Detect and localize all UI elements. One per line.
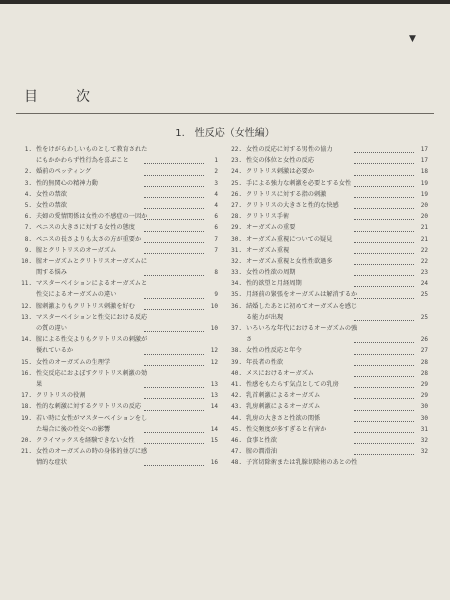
toc-entry-number: 40.	[231, 369, 242, 377]
toc-entry-title: 性をけがらわしいものとして教育された	[36, 146, 148, 153]
toc-entry	[228, 301, 428, 312]
toc-entry	[18, 289, 218, 300]
toc-entry-number: 45.	[231, 425, 242, 433]
toc-entry-title: マスターベイションによるオーガズムと	[36, 280, 148, 288]
dot-leader	[144, 175, 204, 176]
toc-entry	[228, 323, 428, 334]
toc-entry-page: 22	[420, 246, 428, 254]
toc-entry-page: 27	[420, 347, 428, 355]
dot-leader	[354, 152, 414, 153]
toc-entry-page: 13	[210, 380, 218, 388]
toc-entry-page: 29	[420, 380, 428, 388]
toc-entry	[18, 178, 218, 189]
toc-entry-number: 31.	[231, 246, 242, 254]
toc-entry-page: 20	[420, 201, 428, 209]
toc-entry	[18, 413, 218, 424]
toc-entry-number: 21.	[21, 448, 32, 456]
dot-leader	[354, 398, 414, 399]
toc-entry-title: オーガズム重視と女性性欲過多	[246, 257, 333, 265]
toc-entry	[18, 424, 218, 435]
toc-entry-page: 2	[214, 168, 218, 176]
toc-entry	[228, 211, 428, 222]
dot-leader	[354, 186, 414, 187]
toc-entry-page: 12	[210, 347, 218, 355]
toc-entry-number: 47.	[231, 448, 242, 456]
toc-entry-page: 21	[420, 224, 428, 232]
dot-leader	[144, 242, 204, 243]
dot-leader	[144, 163, 204, 164]
dot-leader	[144, 275, 204, 276]
toc-entry	[228, 289, 428, 300]
toc-entry-page: 12	[210, 358, 218, 366]
toc-entry-number: 12.	[21, 302, 32, 310]
toc-entry-page: 32	[420, 448, 428, 456]
toc-entry-number: 33.	[231, 269, 242, 277]
toc-entry-number: 15.	[21, 358, 32, 366]
toc-entry-title: 性的無関心の精神力動	[36, 179, 98, 187]
toc-entry-number: 34.	[231, 280, 242, 288]
dot-leader	[354, 175, 414, 176]
toc-entry-title: にもかかわらず性行為を喜ぶこと	[36, 157, 129, 165]
toc-entry-title: 月経前の緊張をオーガズムは解消するか	[246, 291, 358, 299]
toc-entry-page: 22	[420, 257, 428, 265]
toc-entry-title: オーガズムの重要	[246, 224, 296, 232]
toc-entry-title: 女性の性反応と年令	[246, 347, 302, 355]
toc-entry-page: 29	[420, 392, 428, 400]
toc-entry-page: 20	[420, 213, 428, 221]
toc-entry-title: いろいろな年代におけるオーガズムの強	[246, 325, 358, 332]
toc-entry-number: 43.	[231, 403, 242, 411]
toc-entry-page: 23	[420, 269, 428, 277]
toc-entry-title: 膣による性交よりもクリトリスの刺激が	[36, 336, 148, 344]
toc-entry-title: 性交反応におよぼすクリトリス刺激の効	[36, 369, 148, 377]
dot-leader	[354, 365, 414, 366]
toc-entry-title: 優れているか	[36, 347, 74, 355]
dot-leader	[354, 298, 414, 299]
toc-entry-number: 38.	[231, 347, 242, 355]
toc-entry-number: 37.	[231, 325, 242, 332]
toc-entry	[18, 301, 218, 312]
dot-leader	[354, 342, 414, 343]
toc-entry-number: 32.	[231, 257, 242, 265]
toc-entry-number: 9.	[24, 246, 32, 254]
dot-leader	[354, 275, 414, 276]
toc-entry	[18, 278, 218, 289]
toc-entry-number: 23.	[231, 157, 242, 165]
toc-entry-number: 46.	[231, 436, 242, 444]
toc-entry-number: 17.	[21, 392, 32, 400]
toc-entry-number: 7.	[24, 224, 32, 232]
toc-entry	[18, 457, 218, 468]
toc-entry-title: 乳首刺激によるオーガズム	[246, 392, 321, 400]
dot-leader	[144, 465, 204, 466]
toc-entry	[18, 155, 218, 166]
toc-entry-page: 13	[210, 392, 218, 400]
toc-entry	[228, 457, 428, 468]
toc-entry	[18, 357, 218, 368]
toc-entry-title: 夫婦の愛情関係は女性の不感症の一因か	[36, 213, 148, 221]
toc-entry-page: 16	[210, 459, 218, 467]
toc-entry-page: 14	[210, 425, 218, 433]
toc-entry	[18, 401, 218, 412]
toc-entry-title: 女性のオーガズムの生理学	[36, 358, 111, 366]
toc-entry-title: 膣オーガズムとクリトリスオーガズムに	[36, 257, 148, 265]
toc-entry	[228, 368, 428, 379]
toc-entry-title: 性的な刺激に対するクリトリスの反応	[36, 403, 142, 411]
dot-leader	[144, 398, 204, 399]
toc-entry	[18, 256, 218, 267]
toc-entry-title: 膣の潤滑油	[246, 448, 277, 456]
toc-entry	[228, 222, 428, 233]
toc-entry-number: 8.	[24, 235, 32, 243]
toc-entry-number: 42.	[231, 392, 242, 400]
toc-entry-page: 30	[420, 403, 428, 411]
toc-entry-title: 性感をもたらす気点としての乳房	[246, 380, 339, 388]
toc-entry-number: 28.	[231, 213, 242, 221]
toc-entry	[228, 178, 428, 189]
toc-right-column	[228, 144, 428, 468]
toc-entry	[228, 166, 428, 177]
dot-leader	[354, 443, 414, 444]
dot-leader	[144, 410, 204, 411]
toc-entry	[18, 144, 218, 155]
toc-entry-number: 48.	[231, 459, 242, 467]
dot-leader	[354, 208, 414, 209]
dot-leader	[144, 197, 204, 198]
dot-leader	[354, 354, 414, 355]
toc-entry-number: 18.	[21, 403, 32, 411]
toc-entry-title: 果	[36, 380, 43, 388]
toc-left-column	[18, 144, 218, 468]
toc-entry	[228, 245, 428, 256]
toc-entry-page: 17	[420, 157, 428, 165]
dot-leader	[144, 186, 204, 187]
toc-entry	[18, 222, 218, 233]
page-heading: 目 次	[24, 89, 102, 105]
dot-leader	[144, 443, 204, 444]
dot-leader	[354, 432, 414, 433]
toc-entry-title: さ	[246, 336, 253, 344]
toc-entry-page: 1	[214, 157, 218, 165]
dot-leader	[144, 208, 204, 209]
toc-entry-title: 女性の反応に対する男性の協力	[246, 146, 333, 153]
toc-entry	[18, 267, 218, 278]
toc-entry-title: 若い時に女性がマスターベイションをし	[36, 414, 148, 422]
dot-leader	[354, 219, 414, 220]
toc-entry	[228, 435, 428, 446]
toc-entry-number: 6.	[24, 213, 32, 221]
dot-leader	[354, 376, 414, 377]
toc-entry	[228, 155, 428, 166]
toc-entry-number: 39.	[231, 358, 242, 366]
dot-leader	[144, 432, 204, 433]
toc-entry-title: 手による強力な刺激を必要とする女性	[246, 179, 352, 187]
toc-entry-number: 41.	[231, 380, 242, 388]
toc-entry-number: 20.	[21, 436, 32, 444]
toc-entry-title: 性交の体位と女性の反応	[246, 157, 315, 165]
toc-entry-page: 4	[214, 201, 218, 209]
toc-entry-number: 13.	[21, 313, 32, 321]
toc-entry-title: 性交によるオーガズムの違い	[36, 291, 117, 299]
dot-leader	[144, 231, 204, 232]
toc-entry-page: 10	[210, 302, 218, 310]
dot-leader	[144, 253, 204, 254]
toc-entry-title: ペニスの長さよりも太さの方が重要か	[36, 235, 142, 243]
dot-leader	[354, 253, 414, 254]
toc-entry	[228, 234, 428, 245]
triangle-marker-icon: ▼	[409, 34, 416, 44]
toc-entry	[18, 446, 218, 457]
toc-entry-title: 女性の禁欲	[36, 201, 67, 209]
toc-entry-page: 21	[420, 235, 428, 243]
toc-entry	[228, 144, 428, 155]
toc-entry-title: 乳房の大きさと性欲の関係	[246, 414, 321, 422]
toc-entry-number: 25.	[231, 179, 242, 187]
toc-entry-page: 10	[210, 325, 218, 332]
toc-entry-page: 19	[420, 190, 428, 198]
toc-entry-page: 19	[420, 179, 428, 187]
toc-entry-title: る能力が出現	[246, 313, 284, 321]
toc-entry	[18, 334, 218, 345]
toc-entry-title: 婚前のペッティング	[36, 168, 92, 176]
dot-leader	[354, 286, 414, 287]
toc-entry-page: 4	[214, 190, 218, 198]
toc-entry-title: 結婚したあとに初めてオーガズムを感じ	[246, 302, 358, 310]
toc-entry-title: た場合に後の性交への影響	[36, 425, 111, 433]
dot-leader	[144, 387, 204, 388]
toc-entry-number: 14.	[21, 336, 32, 344]
toc-entry-title: 乳房刺激によるオーガズム	[246, 403, 321, 411]
dot-leader	[354, 231, 414, 232]
toc-entry-number: 22.	[231, 146, 242, 153]
dot-leader	[354, 454, 414, 455]
dot-leader	[354, 421, 414, 422]
toc-entry-title: オーガズム重視	[246, 246, 290, 254]
toc-entry	[18, 189, 218, 200]
toc-entry-page: 28	[420, 358, 428, 366]
toc-entry-title: クリトリス刺激は必要か	[246, 168, 314, 176]
toc-entry	[18, 345, 218, 356]
toc-entry-number: 24.	[231, 168, 242, 176]
toc-entry-page: 31	[420, 425, 428, 433]
toc-entry-title: 情的な症状	[36, 459, 67, 467]
dot-leader	[354, 163, 414, 164]
toc-entry-number: 26.	[231, 190, 242, 198]
toc-entry-number: 10.	[21, 257, 32, 265]
dot-leader	[354, 387, 414, 388]
toc-entry	[18, 234, 218, 245]
toc-entry-title: クライマックスを経験できない女性	[36, 436, 135, 444]
toc-entry-title: 性交頻度が多すぎると有害か	[246, 425, 327, 433]
toc-entry-title: クリトリスの役割	[36, 392, 86, 400]
toc-entry-page: 17	[420, 146, 428, 153]
toc-entry	[18, 312, 218, 323]
toc-entry	[228, 189, 428, 200]
toc-entry-page: 6	[214, 224, 218, 232]
toc-entry	[228, 357, 428, 368]
toc-entry	[18, 211, 218, 222]
section-title: 1. 性反応（女性編）	[175, 128, 275, 139]
toc-entry-page: 6	[214, 213, 218, 221]
toc-entry-number: 5.	[24, 201, 32, 209]
toc-entry	[228, 200, 428, 211]
toc-entry	[18, 200, 218, 211]
toc-entry-page: 14	[210, 403, 218, 411]
dot-leader	[354, 242, 414, 243]
toc-entry-page: 30	[420, 414, 428, 422]
toc-entry-title: メスにおけるオーガズム	[246, 369, 314, 377]
toc-entry	[18, 166, 218, 177]
toc-entry	[18, 368, 218, 379]
toc-entry-page: 25	[420, 291, 428, 299]
toc-entry-number: 2.	[24, 168, 32, 176]
toc-entry-page: 3	[214, 179, 218, 187]
toc-entry-title: ペニスの大きさに対する女性の態度	[36, 224, 135, 232]
toc-entry	[228, 345, 428, 356]
toc-entry-page: 25	[420, 313, 428, 321]
dot-leader	[354, 264, 414, 265]
toc-entry-title: クリトリス手術	[246, 213, 290, 221]
toc-entry	[18, 435, 218, 446]
toc-entry	[228, 446, 428, 457]
toc-entry-page: 32	[420, 436, 428, 444]
dot-leader	[144, 219, 204, 220]
toc-entry-title: 年長者の性欲	[246, 358, 284, 366]
toc-entry	[228, 267, 428, 278]
dot-leader	[144, 309, 204, 310]
toc-entry-number: 35.	[231, 291, 242, 299]
toc-entry-page: 7	[214, 235, 218, 243]
toc-entry-title: 女性のオーガズムの時の身体的並びに感	[36, 448, 148, 456]
toc-entry-title: 性的欲望と月経周期	[246, 280, 302, 288]
toc-entry-title: 女性の性欲の周期	[246, 269, 296, 277]
toc-entry	[228, 413, 428, 424]
toc-entry-title: 食事と性欲	[246, 436, 277, 444]
dot-leader	[354, 197, 414, 198]
toc-entry-title: マスターベイションと性交における反応	[36, 313, 148, 321]
toc-entry-page: 26	[420, 336, 428, 344]
toc-entry-title: 膣刺激よりもクリトリス刺激を好む	[36, 302, 135, 310]
toc-entry-title: 子宮切除術または乳腺切除術のあとの性	[246, 459, 358, 467]
toc-entry-number: 44.	[231, 414, 242, 422]
toc-entry-number: 30.	[231, 235, 242, 243]
toc-entry-number: 1.	[24, 146, 32, 153]
dot-leader	[144, 298, 204, 299]
toc-entry-page: 28	[420, 369, 428, 377]
toc-entry-number: 4.	[24, 190, 32, 198]
dot-leader	[144, 354, 204, 355]
toc-entry	[228, 401, 428, 412]
dot-leader	[144, 365, 204, 366]
toc-entry	[18, 245, 218, 256]
toc-entry	[18, 379, 218, 390]
dot-leader	[354, 410, 414, 411]
heading-rule	[16, 113, 434, 114]
toc-entry-number: 19.	[21, 414, 32, 422]
toc-entry-title: 女性の禁欲	[36, 190, 67, 198]
toc-entry	[228, 278, 428, 289]
toc-entry-title: オーガズム重視についての疑見	[246, 235, 333, 243]
toc-entry	[18, 390, 218, 401]
toc-entry-title: クリトリスの大きさと性的な快感	[246, 201, 339, 209]
toc-entry	[228, 379, 428, 390]
toc-entry-page: 18	[420, 168, 428, 176]
toc-entry	[228, 312, 428, 323]
toc-entry-number: 3.	[24, 179, 32, 187]
toc-entry-number: 11.	[21, 280, 32, 288]
toc-entry	[228, 334, 428, 345]
toc-entry-number: 36.	[231, 302, 242, 310]
toc-entry-title: 膣とクリトリスのオーガズム	[36, 246, 117, 254]
toc-entry-title: クリトリスに対する指の刺激	[246, 190, 327, 198]
toc-entry-page: 9	[214, 291, 218, 299]
toc-entry-number: 29.	[231, 224, 242, 232]
toc-entry-page: 15	[210, 436, 218, 444]
toc-entry-number: 27.	[231, 201, 242, 209]
toc-entry	[228, 424, 428, 435]
dot-leader	[144, 331, 204, 332]
toc-entry-title: 関する悩み	[36, 269, 67, 277]
toc-entry	[18, 323, 218, 334]
toc-entry-page: 24	[420, 280, 428, 288]
toc-entry	[228, 390, 428, 401]
toc-entry	[228, 256, 428, 267]
toc-entry-page: 7	[214, 246, 218, 254]
toc-entry-page: 8	[214, 269, 218, 277]
toc-entry-number: 16.	[21, 369, 32, 377]
toc-entry-title: の質の違い	[36, 325, 67, 332]
dot-leader	[354, 320, 414, 321]
page-top-edge	[0, 0, 450, 4]
